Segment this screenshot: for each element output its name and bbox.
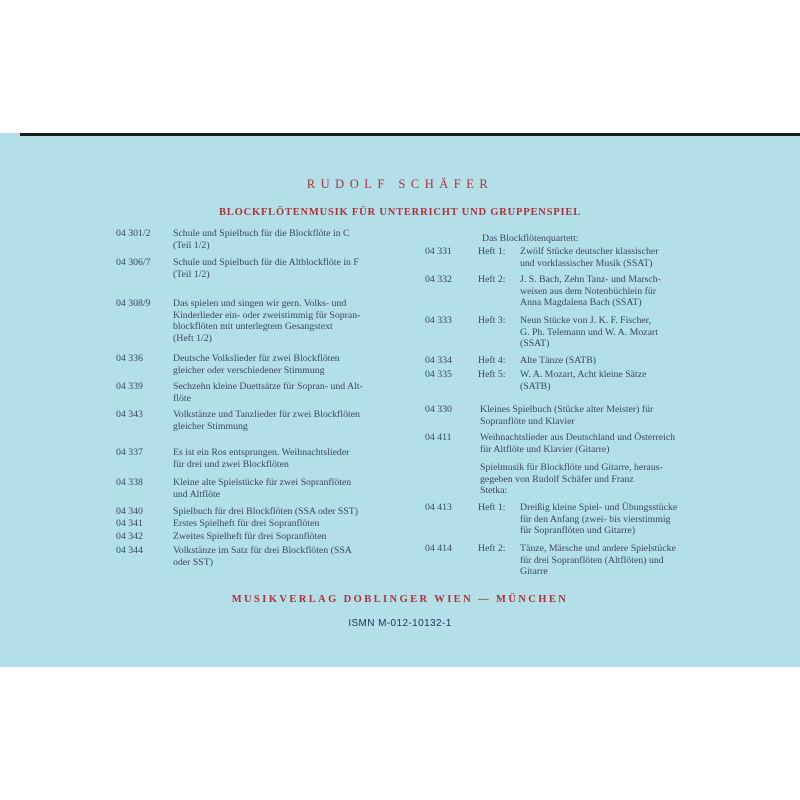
description-line: (SSAT)	[520, 338, 550, 349]
entry-description	[480, 404, 700, 427]
guitar-heading-line: Spielmusik für Blockflöte und Gitarre, heraus-	[480, 462, 663, 473]
catalog-number: 04 336	[116, 353, 143, 364]
description-line: Es ist ein Ros entsprungen. Weihnachtslieder	[173, 447, 350, 458]
entry-description	[173, 447, 395, 470]
entry-description	[173, 381, 395, 404]
catalog-number: 04 414	[425, 543, 452, 554]
entry-description	[520, 246, 698, 269]
description-line: Volkstänze im Satz für drei Blockflöten (SSA	[173, 545, 352, 556]
description-line: Kleines Spielbuch (Stücke alter Meister) für	[480, 404, 654, 415]
description-line: (Heft 1/2)	[173, 332, 212, 344]
entry-description	[173, 477, 395, 500]
description-line: Schule und Spielbuch für die Blockflöte in C	[173, 228, 350, 239]
catalog-number: 04 337	[116, 447, 143, 458]
description-line: für Altflöte und Klavier (Gitarre)	[480, 443, 610, 455]
description-line: Dreißig kleine Spiel- und Übungsstücke	[520, 502, 678, 513]
description-line: Alte Tänze (SATB)	[520, 355, 596, 366]
catalog-number: 04 332	[425, 274, 452, 285]
description-line: Zweites Spielheft für drei Sopranflöten	[173, 531, 327, 542]
catalog-number: 04 342	[116, 531, 143, 542]
description-line: für drei und zwei Blockflöten	[173, 458, 289, 470]
composer-name: RUDOLF SCHÄFER	[306, 177, 494, 191]
catalog-number: 04 339	[116, 381, 143, 392]
entry-description	[520, 315, 698, 350]
catalog-number: 04 344	[116, 545, 143, 556]
ismn-number: ISMN M-012-10132-1	[348, 618, 452, 629]
entry-description	[520, 543, 698, 578]
catalog-number: 04 341	[116, 518, 143, 529]
guitar-heading-line: gegeben von Rudolf Schäfer und Franz	[480, 473, 634, 485]
heft-label: Heft 2:	[478, 274, 506, 285]
heft-label: Heft 3:	[478, 315, 506, 326]
description-line: J. S. Bach, Zehn Tanz- und Marsch-	[520, 274, 661, 285]
entry-description	[520, 274, 698, 309]
description-line: Kleine alte Spielstücke für zwei Sopranflöten	[173, 477, 352, 488]
description-line: für Sopranflöten und Gitarre)	[520, 525, 636, 536]
catalog-number: 04 333	[425, 315, 452, 326]
heft-label: Heft 1:	[478, 246, 506, 257]
description-line: (SATB)	[520, 380, 551, 392]
catalog-number: 04 330	[425, 404, 452, 415]
description-line: Neun Stücke von J. K. F. Fischer,	[520, 315, 652, 326]
catalog-number: 04 301/2	[116, 228, 151, 239]
description-line: Erstes Spielheft für drei Sopranflöten	[173, 518, 320, 529]
catalog-number: 04 306/7	[116, 257, 151, 268]
description-line: und Altflöte	[173, 488, 221, 500]
description-line: gleicher oder verschiedener Stimmung	[173, 364, 325, 376]
description-line: Weihnachtslieder aus Deutschland und Österreich	[480, 432, 676, 443]
entry-description	[173, 531, 395, 543]
quartet-heading: Das Blockflötenquartett:	[482, 233, 579, 244]
heft-label: Heft 5:	[478, 369, 506, 380]
description-line: Deutsche Volkslieder für zwei Blockflöten	[173, 353, 340, 364]
catalog-number: 04 331	[425, 246, 452, 257]
description-line: flöte	[173, 392, 191, 404]
catalog-number: 04 413	[425, 502, 452, 513]
entry-description	[173, 545, 395, 568]
catalog-number: 04 411	[425, 432, 452, 443]
heft-label: Heft 2:	[478, 543, 506, 554]
description-line: Das spielen und singen wir gern. Volks- und	[173, 298, 347, 309]
description-line: gleicher Stimmung	[173, 420, 248, 432]
entry-description	[173, 409, 395, 432]
description-line: Kinderlieder ein- oder zweistimmig für Sopran-	[173, 309, 361, 321]
entry-description	[520, 369, 698, 392]
description-line: Volkstänze und Tanzlieder für zwei Blockflöten	[173, 409, 360, 420]
description-line: Spielbuch für drei Blockflöten (SSA oder SST)	[173, 506, 359, 517]
description-line: Zwölf Stücke deutscher klassischer	[520, 246, 659, 257]
entry-description	[520, 502, 698, 537]
catalog-number: 04 340	[116, 506, 143, 517]
catalog-number: 04 308/9	[116, 298, 151, 309]
description-line: für den Anfang (zwei- bis vierstimmig	[520, 513, 671, 525]
catalog-number: 04 334	[425, 355, 452, 366]
description-line: Sopranflöte und Klavier	[480, 415, 575, 427]
entry-description	[173, 353, 395, 376]
description-line: für drei Sopranflöten (Altflöten) und	[520, 554, 664, 566]
heft-label: Heft 1:	[478, 502, 506, 513]
description-line: (Teil 1/2)	[173, 268, 210, 280]
description-line: G. Ph. Telemann und W. A. Mozart	[520, 326, 658, 338]
catalog-number: 04 343	[116, 409, 143, 420]
entry-description	[173, 506, 395, 518]
description-line: (Teil 1/2)	[173, 239, 210, 251]
description-line: Sechzehn kleine Duettsätze für Sopran- und Alt-	[173, 381, 363, 392]
entry-description	[173, 298, 395, 344]
publisher-line: MUSIKVERLAG DOBLINGER WIEN — MÜNCHEN	[231, 594, 569, 605]
description-line: und vorklassischer Musik (SSAT)	[520, 257, 653, 269]
description-line: Tänze, Märsche und andere Spielstücke	[520, 543, 676, 554]
entry-description	[173, 257, 395, 280]
guitar-heading-line: Stetka:	[480, 485, 508, 496]
description-line: oder SST)	[173, 556, 214, 568]
description-line: Schule und Spielbuch für die Altblockflöte in F	[173, 257, 359, 268]
catalog-number: 04 338	[116, 477, 143, 488]
description-line: Gitarre	[520, 566, 548, 577]
entry-description	[173, 518, 395, 530]
entry-description	[520, 355, 698, 367]
guitar-heading	[480, 462, 663, 497]
description-line: Anna Magdalena Bach (SSAT)	[520, 297, 642, 308]
description-line: blockflöten mit unterlegtem Gesangstext	[173, 321, 333, 332]
description-line: W. A. Mozart, Acht kleine Sätze	[520, 369, 647, 380]
top-edge-line	[20, 133, 800, 136]
catalog-subtitle: BLOCKFLÖTENMUSIK FÜR UNTERRICHT UND GRUPPENSPIEL	[219, 207, 581, 218]
heft-label: Heft 4:	[478, 355, 506, 366]
catalog-number: 04 335	[425, 369, 452, 380]
description-line: weisen aus dem Notenbüchlein für	[520, 285, 657, 297]
entry-description	[480, 432, 700, 455]
entry-description	[173, 228, 395, 251]
